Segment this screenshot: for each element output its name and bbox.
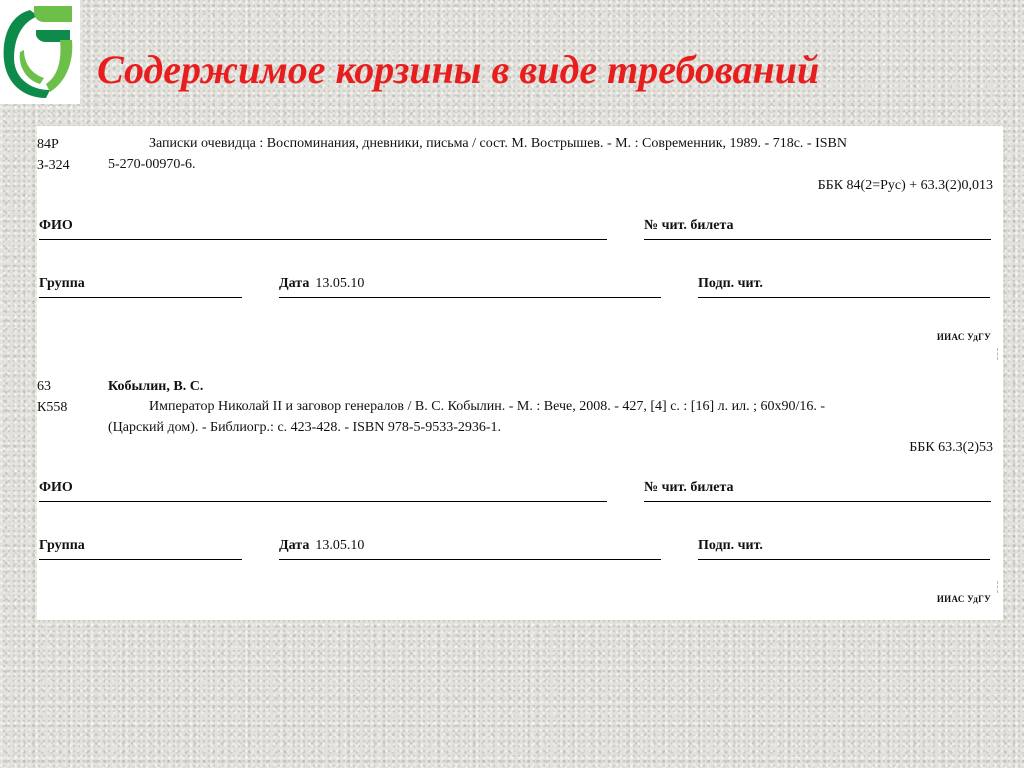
ticket-number-label: № чит. билета [644, 218, 734, 233]
shelf-cipher [37, 378, 107, 416]
request-card [37, 126, 1003, 366]
date-value: 13.05.10 [315, 276, 365, 291]
cipher-class: 63 [37, 379, 51, 394]
cipher-class: 84Р [37, 137, 59, 152]
bbk-index: ББК 84(2=Рус) + 63.3(2)0,013 [817, 178, 993, 193]
signature-label: Подп. чит. [698, 538, 763, 553]
fio-field [39, 217, 607, 240]
fio-label: ФИО [39, 218, 73, 233]
signature-field [698, 275, 990, 298]
library-logo-icon [0, 0, 80, 104]
author-heading: Кобылин, В. С. [108, 379, 204, 394]
page-edge-mark [997, 581, 1003, 593]
date-label: Дата [279, 538, 310, 553]
shelf-cipher [37, 136, 107, 174]
date-value: 13.05.10 [315, 538, 365, 553]
date-label: Дата [279, 276, 310, 291]
request-card [37, 376, 1003, 616]
cipher-author-mark: К558 [37, 400, 68, 415]
bibliographic-description [108, 133, 998, 175]
bbk-index: ББК 63.3(2)53 [909, 440, 993, 455]
cipher-author-mark: З-324 [37, 158, 70, 173]
ticket-number-label: № чит. билета [644, 480, 734, 495]
fio-field [39, 479, 607, 502]
signature-label: Подп. чит. [698, 276, 763, 291]
description-line: Записки очевидца : Воспоминания, дневники, письма / сост. М. Вострышев. - М. : Современник, 1989. - 718с. - ISBN [149, 136, 847, 151]
date-field [279, 275, 661, 298]
group-field [39, 537, 242, 560]
slide-title: Содержимое корзины в виде требований [97, 47, 820, 92]
bibliographic-description [108, 396, 998, 438]
group-label: Группа [39, 538, 85, 553]
group-label: Группа [39, 276, 85, 291]
library-logo [0, 0, 80, 104]
description-line: Император Николай II и заговор генералов / В. С. Кобылин. - М. : Вече, 2008. - 427, [4] с. : [16] л. ил. ; 60х90/16. - [149, 399, 826, 414]
basket-requests-document [37, 126, 1003, 620]
page-edge-mark [997, 348, 1003, 360]
description-line: (Царский дом). - Библиогр.: с. 423-428. - ISBN 978-5-9533-2936-1. [108, 420, 502, 435]
description-line: 5-270-00970-6. [108, 157, 196, 172]
system-mark: ИИАС УдГУ [936, 332, 991, 342]
system-mark: ИИАС УдГУ [936, 594, 991, 604]
fio-label: ФИО [39, 480, 73, 495]
group-field [39, 275, 242, 298]
ticket-number-field [644, 479, 991, 502]
ticket-number-field [644, 217, 991, 240]
date-field [279, 537, 661, 560]
signature-field [698, 537, 990, 560]
